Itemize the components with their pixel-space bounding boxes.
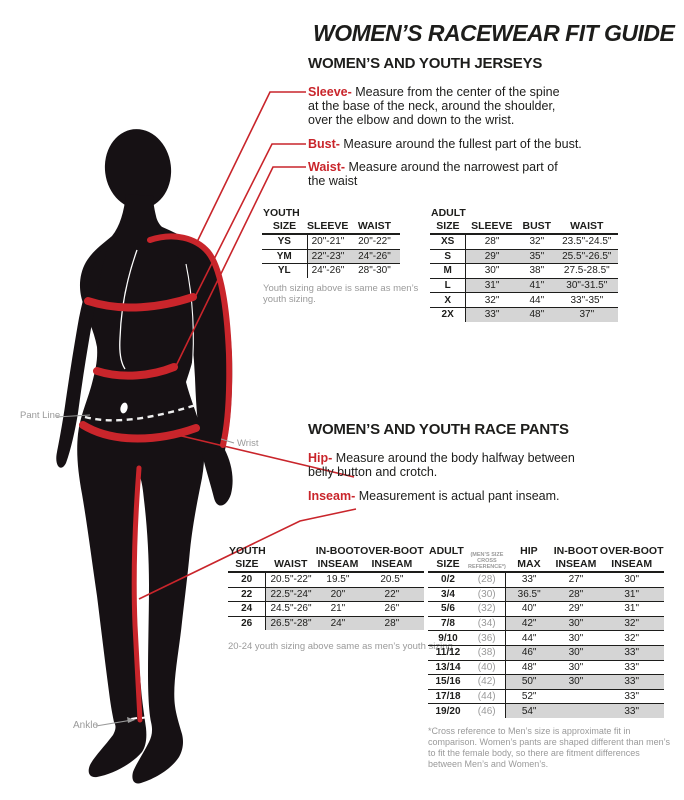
table-row bbox=[228, 616, 424, 630]
table-cell: (40) bbox=[468, 660, 506, 675]
table-cell: 28" bbox=[466, 234, 518, 249]
youth-pants-table bbox=[228, 545, 424, 630]
table-cell: 30" bbox=[600, 572, 664, 587]
table-row bbox=[228, 602, 424, 617]
table-row bbox=[430, 234, 618, 249]
column-header: YOUTH SIZE bbox=[229, 545, 266, 570]
column-header: ADULT SIZE bbox=[431, 207, 466, 232]
definition-term-hip: Hip- bbox=[308, 451, 333, 465]
table-cell: 44" bbox=[518, 293, 556, 308]
table-cell: 31" bbox=[600, 587, 664, 602]
adult-pants-table bbox=[428, 545, 664, 718]
section-heading-pants: WOMEN’S AND YOUTH RACE PANTS bbox=[308, 421, 569, 438]
table-cell: YL bbox=[277, 265, 291, 277]
table-cell: 35" bbox=[518, 249, 556, 264]
table-cell: 52" bbox=[506, 689, 552, 704]
table-cell: 44" bbox=[506, 631, 552, 646]
table-cell bbox=[552, 704, 600, 718]
table-cell: 22 bbox=[228, 587, 266, 602]
table-row bbox=[430, 293, 618, 308]
table-cell: 48" bbox=[518, 307, 556, 321]
table-cell: (30) bbox=[468, 587, 506, 602]
table-cell: 32" bbox=[466, 293, 518, 308]
table-cell: L bbox=[430, 278, 466, 293]
table-cell: 22" bbox=[360, 587, 424, 602]
table-cell: 33" bbox=[600, 704, 664, 718]
table-row bbox=[228, 587, 424, 602]
pant-line-label: Pant Line bbox=[20, 410, 61, 421]
table-row bbox=[428, 616, 664, 631]
table-cell: 24 bbox=[228, 602, 266, 617]
definition-term-inseam: Inseam- bbox=[308, 489, 356, 503]
table-cell: 7/8 bbox=[428, 616, 468, 631]
definition-text-inseam: Measurement is actual pant inseam. bbox=[355, 489, 560, 503]
table-cell: (36) bbox=[468, 631, 506, 646]
table-cell: 36.5" bbox=[506, 587, 552, 602]
table-cell: 28" bbox=[360, 616, 424, 630]
table-cell: 29" bbox=[552, 602, 600, 617]
table-cell: 30" bbox=[552, 616, 600, 631]
column-header: OVER-BOOT INSEAM bbox=[360, 545, 424, 570]
table-cell: (34) bbox=[468, 616, 506, 631]
table-cell: 24"-26" bbox=[307, 264, 348, 278]
table-cell: 30" bbox=[466, 264, 518, 279]
table-cell: 32" bbox=[600, 616, 664, 631]
table-cell: 38" bbox=[518, 264, 556, 279]
table-cell: 20"-22" bbox=[348, 234, 400, 249]
table-cell: 22"-23" bbox=[307, 249, 348, 264]
table-cell: 24"-26" bbox=[348, 249, 400, 264]
table-cell: 24" bbox=[316, 616, 360, 630]
table-row bbox=[428, 675, 664, 690]
table-cell: 23.5"-24.5" bbox=[556, 234, 618, 249]
table-cell: 27" bbox=[552, 572, 600, 587]
table-cell: 30" bbox=[552, 660, 600, 675]
table-cell: 24.5"-26" bbox=[266, 602, 316, 617]
definition-text-bust: Measure around the fullest part of the bust. bbox=[339, 137, 582, 151]
table-cell: 20 bbox=[228, 572, 266, 587]
table-cell: 32" bbox=[600, 631, 664, 646]
table-cell: (38) bbox=[468, 645, 506, 660]
table-cell: 30" bbox=[552, 675, 600, 690]
table-cell: 26.5"-28" bbox=[266, 616, 316, 630]
adult-pants-footnote: *Cross reference to Men’s size is approximate fit in comparison. Women’s pants are shaped different than men’s to fit the female body, so there are fitment differences between Men’s and Women’s. bbox=[428, 726, 670, 769]
table-cell: 40" bbox=[506, 602, 552, 617]
adult-jersey-table bbox=[430, 207, 618, 322]
definition-sleeve bbox=[308, 85, 566, 127]
column-header: WAIST bbox=[348, 207, 400, 234]
table-row bbox=[428, 645, 664, 660]
table-cell: 15/16 bbox=[428, 675, 468, 690]
column-header: OVER-BOOT INSEAM bbox=[599, 545, 664, 570]
table-cell: 28" bbox=[552, 587, 600, 602]
youth-pants-note: 20-24 youth sizing above same as men’s youth sizing bbox=[228, 641, 453, 652]
section-heading-jerseys: WOMEN’S AND YOUTH JERSEYS bbox=[308, 55, 543, 72]
table-cell: 31" bbox=[600, 602, 664, 617]
table-row bbox=[428, 631, 664, 646]
definition-term-waist: Waist- bbox=[308, 160, 346, 174]
table-cell: 25.5"-26.5" bbox=[556, 249, 618, 264]
column-header: ADULT SIZE bbox=[428, 545, 468, 572]
table-cell: 33" bbox=[600, 645, 664, 660]
table-row bbox=[428, 689, 664, 704]
table-row bbox=[428, 660, 664, 675]
column-header: WAIST bbox=[556, 207, 618, 234]
table-cell: 37" bbox=[556, 307, 618, 321]
table-cell: (44) bbox=[468, 689, 506, 704]
column-header: SLEEVE bbox=[307, 207, 348, 234]
table-cell: M bbox=[430, 264, 466, 279]
table-cell bbox=[552, 689, 600, 704]
table-cell: XS bbox=[430, 234, 466, 249]
table-cell: 19.5" bbox=[316, 572, 360, 587]
table-cell: 26" bbox=[360, 602, 424, 617]
table-cell: 33" bbox=[600, 660, 664, 675]
table-cell: 33" bbox=[600, 675, 664, 690]
column-header: WAIST bbox=[266, 545, 316, 572]
table-cell: 20.5"-22" bbox=[266, 572, 316, 587]
table-cell: 42" bbox=[506, 616, 552, 631]
table-cell: 2X bbox=[441, 309, 454, 321]
table-row bbox=[428, 587, 664, 602]
table-cell: 20"-21" bbox=[307, 234, 348, 249]
youth-jersey-note: Youth sizing above is same as men’s youth sizing. bbox=[263, 283, 419, 305]
table-row bbox=[430, 307, 618, 321]
table-row bbox=[428, 572, 664, 587]
table-row bbox=[428, 602, 664, 617]
header-row bbox=[262, 207, 400, 234]
youth-jersey-table bbox=[262, 207, 400, 278]
table-cell: 20" bbox=[316, 587, 360, 602]
definition-text-hip: Measure around the body halfway between belly button and crotch. bbox=[308, 451, 575, 479]
table-row bbox=[228, 572, 424, 587]
size-table-grid bbox=[428, 545, 664, 718]
column-header: (MEN’S SIZE CROSS REFERENCE*) bbox=[468, 545, 506, 572]
definition-term-sleeve: Sleeve- bbox=[308, 85, 352, 99]
table-cell: 13/14 bbox=[428, 660, 468, 675]
table-row bbox=[430, 264, 618, 279]
table-cell: (46) bbox=[477, 705, 496, 717]
table-row bbox=[430, 249, 618, 264]
table-cell: 32" bbox=[518, 234, 556, 249]
table-cell: (42) bbox=[468, 675, 506, 690]
table-cell: 3/4 bbox=[428, 587, 468, 602]
table-cell: 33"-35" bbox=[556, 293, 618, 308]
column-header: YOUTH SIZE bbox=[262, 207, 307, 234]
table-cell: (28) bbox=[468, 572, 506, 587]
table-cell: S bbox=[430, 249, 466, 264]
wrist-label: Wrist bbox=[237, 438, 259, 449]
table-cell: 21" bbox=[316, 602, 360, 617]
table-cell: 26 bbox=[241, 618, 253, 630]
ankle-label: Ankle bbox=[73, 720, 99, 731]
table-cell: 28"-30" bbox=[358, 265, 391, 277]
column-header: BUST bbox=[518, 207, 556, 234]
definition-term-bust: Bust- bbox=[308, 137, 340, 151]
table-cell: 20.5" bbox=[360, 572, 424, 587]
table-cell: 27.5-28.5" bbox=[556, 264, 618, 279]
definition-inseam bbox=[308, 489, 638, 503]
table-cell: 11/12 bbox=[428, 645, 468, 660]
table-cell: 30" bbox=[552, 631, 600, 646]
table-cell: 22.5"-24" bbox=[266, 587, 316, 602]
table-cell: (32) bbox=[468, 602, 506, 617]
header-row bbox=[228, 545, 424, 572]
definition-bust bbox=[308, 137, 638, 151]
table-row bbox=[262, 234, 400, 249]
table-cell: 9/10 bbox=[428, 631, 468, 646]
table-cell: 54" bbox=[506, 704, 552, 718]
table-cell: 33" bbox=[506, 572, 552, 587]
definition-text-waist: Measure around the narrowest part of the waist bbox=[308, 160, 558, 188]
table-cell: 29" bbox=[466, 249, 518, 264]
header-row bbox=[430, 207, 618, 234]
table-cell: 50" bbox=[506, 675, 552, 690]
table-cell: 33" bbox=[600, 689, 664, 704]
table-cell: 5/6 bbox=[428, 602, 468, 617]
column-header: HIP MAX bbox=[506, 545, 552, 572]
table-cell: X bbox=[430, 293, 466, 308]
table-cell: 17/18 bbox=[428, 689, 468, 704]
size-table-grid bbox=[228, 545, 424, 630]
table-cell: 41" bbox=[518, 278, 556, 293]
table-cell: 46" bbox=[506, 645, 552, 660]
table-row bbox=[262, 264, 400, 278]
table-cell: 33" bbox=[466, 307, 518, 321]
table-cell: 30"-31.5" bbox=[556, 278, 618, 293]
column-header: IN-BOOT INSEAM bbox=[553, 545, 599, 570]
table-cell: 30" bbox=[552, 645, 600, 660]
size-table-grid bbox=[262, 207, 400, 278]
definition-waist bbox=[308, 160, 560, 188]
size-table-grid bbox=[430, 207, 618, 322]
table-cell: YM bbox=[262, 249, 307, 264]
table-cell: 19/20 bbox=[435, 705, 461, 717]
table-row bbox=[262, 249, 400, 264]
column-header: SLEEVE bbox=[466, 207, 518, 234]
page-title: WOMEN’S RACEWEAR FIT GUIDE bbox=[313, 20, 675, 46]
definition-hip bbox=[308, 451, 580, 479]
table-cell: YS bbox=[262, 234, 307, 249]
table-cell: 0/2 bbox=[428, 572, 468, 587]
table-cell: 31" bbox=[466, 278, 518, 293]
table-cell: 48" bbox=[506, 660, 552, 675]
definition-text-sleeve: Measure from the center of the spine at the base of the neck, around the shoulder, over the elbow and down to the wrist. bbox=[308, 85, 560, 127]
column-header: IN-BOOT INSEAM bbox=[315, 545, 361, 570]
table-row bbox=[430, 278, 618, 293]
header-row bbox=[428, 545, 664, 572]
table-row bbox=[428, 704, 664, 718]
